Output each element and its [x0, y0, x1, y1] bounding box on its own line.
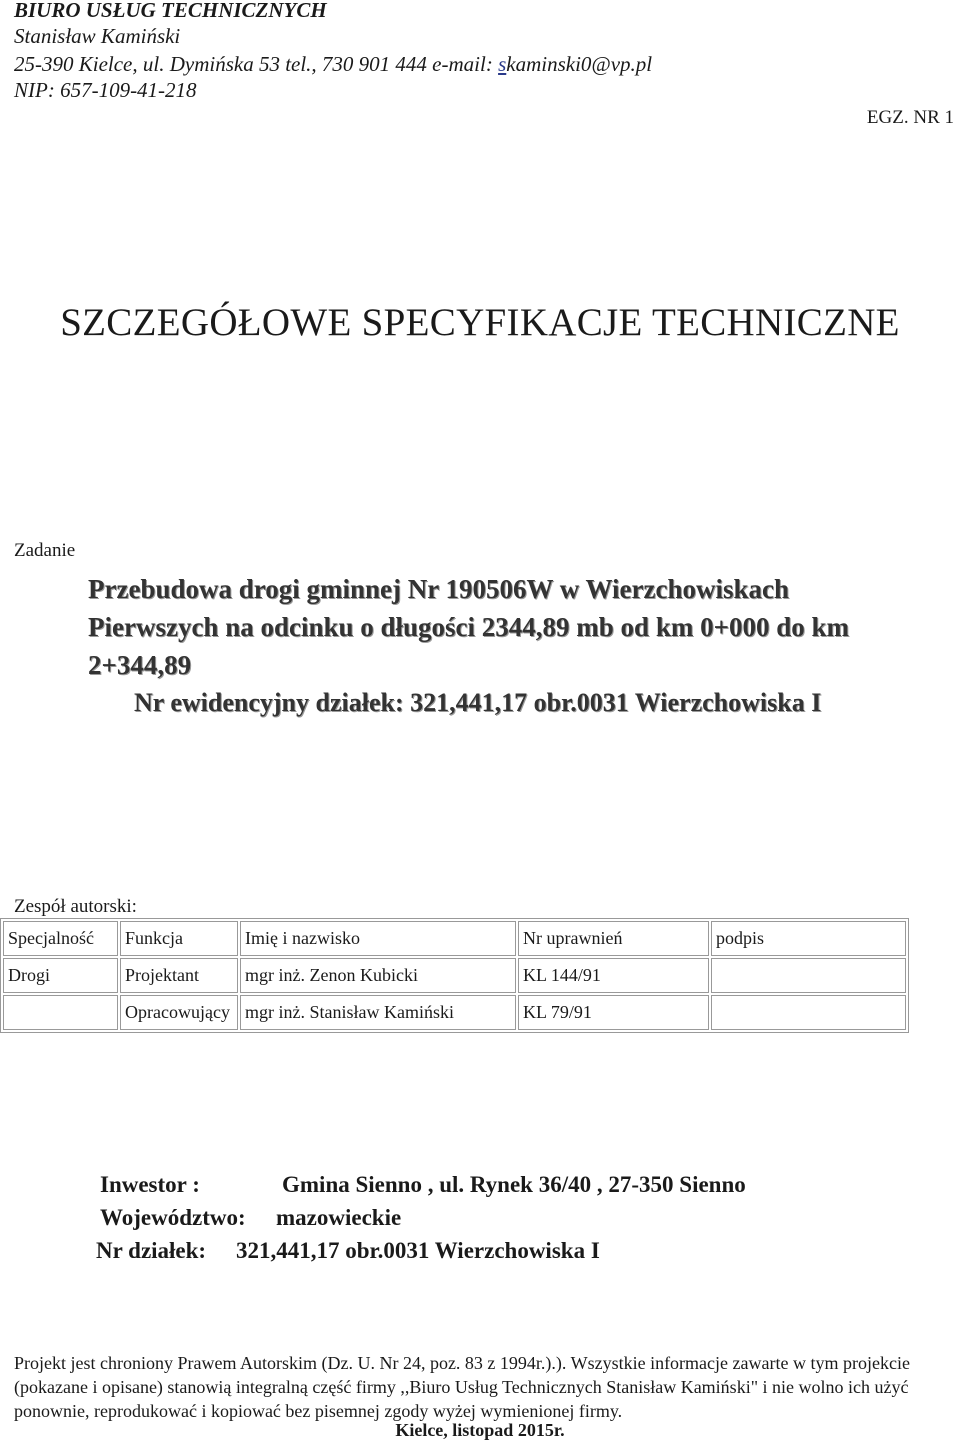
task-plot-numbers: Nr ewidencyjny działek: 321,441,17 obr.0031 Wierzchowiska I — [134, 688, 822, 717]
task-line-2: Pierwszych na odcinku o długości 2344,89 mb od km 0+000 do km — [88, 612, 849, 642]
investor-label: Inwestor : — [100, 1172, 200, 1197]
cell-signature — [711, 995, 906, 1030]
header-specialty: Specjalność — [3, 921, 118, 956]
cell-signature — [711, 958, 906, 993]
cell-name: mgr inż. Zenon Kubicki — [240, 958, 516, 993]
copyright-line-3: ponownie, reprodukować i kopiować bez pisemnej zgody wyżej wymienionej firmy. — [14, 1401, 623, 1421]
header-license: Nr uprawnień — [518, 921, 709, 956]
copyright-line-2: (pokazane i opisane) stanowią integralną część firmy ,,Biuro Usług Technicznych Stanisław Kamiński" i nie wolno ich użyć — [14, 1377, 909, 1397]
table-header-row — [3, 921, 906, 956]
team-label: Zespół autorski: — [14, 896, 137, 917]
plots-label: Nr działek: — [96, 1238, 207, 1263]
document-title: SZCZEGÓŁOWE SPECYFIKACJE TECHNICZNE — [60, 301, 900, 344]
company-name: BIURO USŁUG TECHNICZNYCH — [14, 0, 327, 22]
investor-value: Gmina Sienno , ul. Rynek 36/40 , 27-350 Sienno — [282, 1172, 746, 1197]
task-line-3: 2+344,89 — [88, 650, 192, 680]
company-nip: NIP: 657-109-41-218 — [14, 78, 197, 102]
task-line-1: Przebudowa drogi gminnej Nr 190506W w Wierzchowiskach — [88, 574, 790, 604]
cell-license: KL 144/91 — [518, 958, 709, 993]
company-owner: Stanisław Kamiński — [14, 24, 181, 48]
cell-specialty: Drogi — [3, 958, 118, 993]
place-and-date: Kielce, listopad 2015r. — [395, 1420, 565, 1440]
cell-function: Projektant — [120, 958, 238, 993]
header-function: Funkcja — [120, 921, 238, 956]
table-row — [3, 995, 906, 1030]
cell-name: mgr inż. Stanisław Kamiński — [240, 995, 516, 1030]
table-row — [3, 958, 906, 993]
plots-value: 321,441,17 obr.0031 Wierzchowiska I — [236, 1238, 600, 1263]
cell-license: KL 79/91 — [518, 995, 709, 1030]
team-table — [0, 918, 909, 1033]
voivodeship-value: mazowieckie — [276, 1205, 402, 1230]
copyright-line-1: Projekt jest chroniony Prawem Autorskim (Dz. U. Nr 24, poz. 83 z 1994r.).). Wszystkie informacje zawarte w tym projekcie — [14, 1353, 910, 1373]
copy-number: EGZ. NR 1 — [866, 107, 954, 128]
email-text[interactable]: kaminski0@vp.pl — [506, 52, 653, 76]
header-name: Imię i nazwisko — [240, 921, 516, 956]
company-address — [14, 51, 652, 77]
email-link-start[interactable]: s — [498, 52, 507, 76]
cell-function: Opracowujący — [120, 995, 238, 1030]
voivodeship-label: Województwo: — [100, 1205, 246, 1230]
header-signature: podpis — [711, 921, 906, 956]
address-tel-text: 25-390 Kielce, ul. Dymińska 53 tel., 730 901 444 e-mail: — [14, 52, 499, 76]
cell-specialty — [3, 995, 118, 1030]
task-label: Zadanie — [14, 540, 76, 561]
